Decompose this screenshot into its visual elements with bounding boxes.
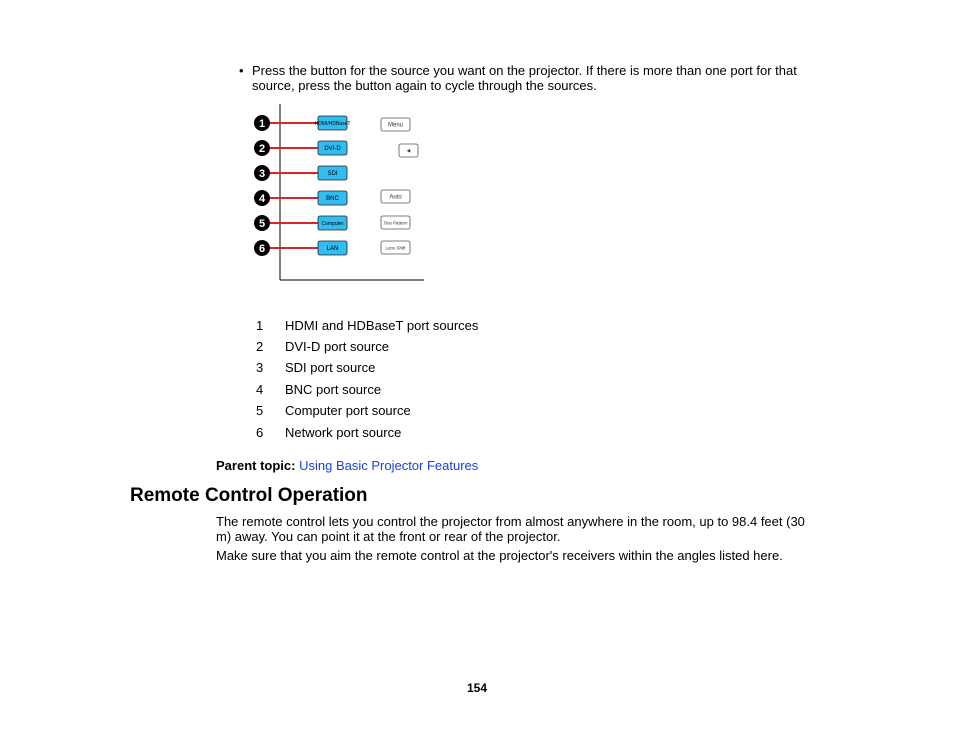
callout-row bbox=[254, 140, 347, 156]
panel-button-label: Lens Shift bbox=[385, 245, 406, 251]
panel-button-label: Auto bbox=[389, 194, 402, 201]
control-panel-illustration bbox=[250, 104, 430, 284]
legend-label: DVI-D port source bbox=[285, 339, 390, 354]
source-button-label: Computer bbox=[321, 221, 344, 227]
callout-row bbox=[254, 240, 347, 256]
legend-label: Network port source bbox=[285, 425, 402, 440]
legend-number: 5 bbox=[256, 403, 264, 418]
legend-number: 4 bbox=[256, 382, 264, 397]
callout-number: 2 bbox=[258, 143, 266, 155]
callout-row bbox=[254, 165, 347, 181]
callout-number: 1 bbox=[258, 118, 266, 130]
source-button-label: DVI-D bbox=[324, 146, 341, 152]
section-heading: Remote Control Operation bbox=[130, 485, 368, 506]
callout-row bbox=[254, 215, 347, 231]
page-number: 154 bbox=[466, 681, 488, 695]
legend-label: BNC port source bbox=[285, 382, 382, 397]
legend-label: HDMI and HDBaseT port sources bbox=[285, 318, 479, 333]
callout-number: 6 bbox=[258, 243, 266, 255]
section-paragraph-2: Make sure that you aim the remote control at the projector's receivers within the angles listed here. bbox=[216, 548, 783, 563]
panel-button bbox=[399, 144, 418, 157]
parent-topic-label: Parent topic: bbox=[216, 458, 296, 473]
source-button-label: BNC bbox=[326, 196, 339, 202]
legend-number: 1 bbox=[256, 318, 264, 333]
section-paragraph-1: The remote control lets you control the projector from almost anywhere in the room, up to 98.4 feet (30 m) away. You can point it at the front or rear of the projector. bbox=[216, 514, 805, 544]
source-button-label: HDMI/HDBaseT bbox=[314, 121, 351, 127]
panel-button bbox=[381, 190, 410, 203]
legend-number: 6 bbox=[256, 425, 264, 440]
callout-row bbox=[254, 115, 350, 131]
panel-button bbox=[381, 241, 410, 254]
control-panel-diagram bbox=[250, 104, 430, 284]
panel-button-label: Menu bbox=[387, 122, 404, 129]
callout-row bbox=[254, 190, 347, 206]
parent-topic bbox=[216, 458, 478, 473]
legend-number: 3 bbox=[256, 360, 264, 375]
source-button-label: LAN bbox=[326, 246, 339, 252]
bullet-marker: • bbox=[239, 63, 244, 78]
legend-label: SDI port source bbox=[285, 360, 376, 375]
bullet-instruction: Press the button for the source you want on the projector. If there is more than one port for that source, press the button again to cycle through the sources. bbox=[252, 63, 797, 93]
legend-label: Computer port source bbox=[285, 403, 411, 418]
legend-number: 2 bbox=[256, 339, 264, 354]
callout-number: 5 bbox=[258, 218, 266, 230]
panel-button-label: Test Pattern bbox=[383, 220, 408, 226]
parent-topic-link[interactable]: Using Basic Projector Features bbox=[299, 458, 479, 473]
panel-button bbox=[381, 118, 410, 131]
callout-number: 3 bbox=[258, 168, 266, 180]
callout-number: 4 bbox=[258, 193, 266, 205]
source-button-label: SDI bbox=[327, 171, 338, 177]
panel-button bbox=[381, 216, 410, 229]
panel-button-label: ◄ bbox=[405, 148, 412, 155]
